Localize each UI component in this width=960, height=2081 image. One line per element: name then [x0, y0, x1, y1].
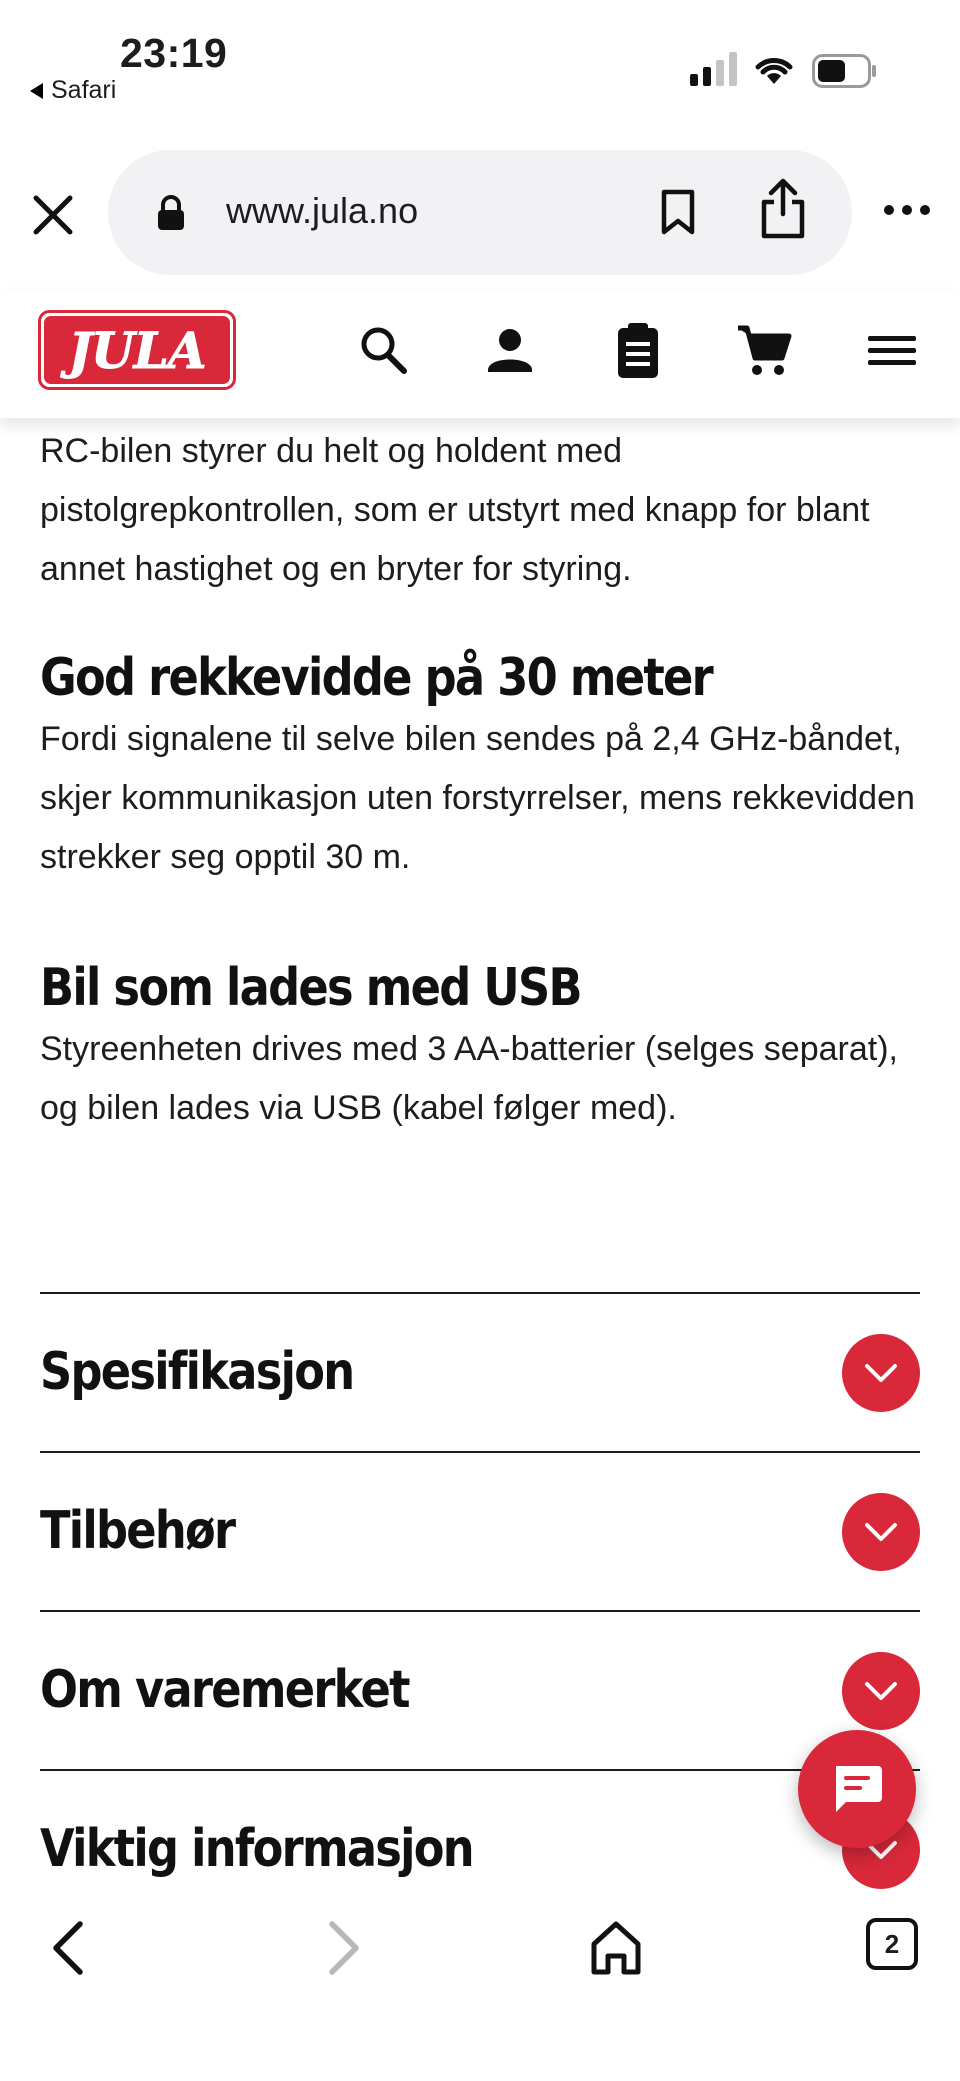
home-icon[interactable] — [586, 1918, 646, 1978]
back-triangle-icon — [30, 83, 43, 99]
accordion-item-brand[interactable] — [40, 1610, 920, 1769]
accordion-item-specification[interactable] — [40, 1292, 920, 1451]
accordion-title: Om varemerket — [40, 1660, 409, 1720]
section-usb — [40, 958, 920, 1138]
address-bar[interactable] — [108, 150, 852, 275]
back-arrow-icon[interactable] — [44, 1916, 94, 1980]
bookmark-icon[interactable] — [658, 188, 698, 236]
tabs-button[interactable]: 2 — [866, 1918, 918, 1970]
svg-text:JULA: JULA — [68, 321, 206, 380]
search-icon[interactable] — [356, 320, 412, 380]
url-text: www.jula.no — [226, 190, 419, 231]
wifi-icon — [752, 52, 796, 86]
cart-icon[interactable] — [736, 320, 792, 380]
clipboard-icon[interactable] — [610, 320, 666, 380]
menu-icon[interactable] — [864, 320, 920, 380]
lock-icon — [156, 194, 186, 232]
forward-arrow-icon[interactable] — [318, 1916, 368, 1980]
section-heading: God rekkevidde på 30 meter — [40, 648, 712, 708]
back-to-app-link[interactable] — [30, 76, 116, 105]
back-app-label: Safari — [51, 76, 117, 104]
site-header — [0, 290, 960, 418]
section-text: Fordi signalene til selve bilen sendes på 2,4 GHz-båndet, skjer kommunikasjon uten forstyrrelser, mens rekkevidden strekker seg opptil 30 m. — [40, 720, 915, 876]
chat-button[interactable] — [798, 1730, 916, 1848]
accordion-title: Spesifikasjon — [40, 1342, 354, 1402]
chevron-down-icon[interactable] — [842, 1493, 920, 1571]
battery-icon — [812, 54, 878, 88]
jula-logo[interactable] — [38, 310, 236, 390]
accordion-title: Viktig informasjon — [40, 1819, 473, 1879]
share-icon[interactable] — [758, 178, 808, 240]
accordion-title: Tilbehør — [40, 1501, 235, 1561]
chevron-down-icon[interactable] — [842, 1652, 920, 1730]
browser-bar — [0, 140, 960, 280]
browser-toolbar — [0, 1890, 960, 2081]
account-icon[interactable] — [482, 320, 538, 380]
more-icon[interactable] — [882, 202, 932, 218]
product-accordion — [40, 1292, 920, 1928]
section-text: Styreenheten drives med 3 AA-batterier (selges separat), og bilen lades via USB (kabel følger med). — [40, 1030, 898, 1127]
intro-paragraph: RC-bilen styrer du helt og holdent med pistolgrepkontrollen, som er utstyrt med knapp for blant annet hastighet og en bryter for styring. — [40, 432, 870, 588]
accordion-item-accessories[interactable] — [40, 1451, 920, 1610]
section-heading: Bil som lades med USB — [40, 958, 581, 1018]
status-bar — [0, 0, 960, 130]
chevron-down-icon[interactable] — [842, 1334, 920, 1412]
status-time: 23:19 — [120, 30, 228, 76]
chat-icon — [830, 1762, 884, 1816]
close-icon[interactable] — [28, 190, 78, 240]
section-range — [40, 648, 920, 887]
cellular-signal-icon — [690, 52, 738, 86]
